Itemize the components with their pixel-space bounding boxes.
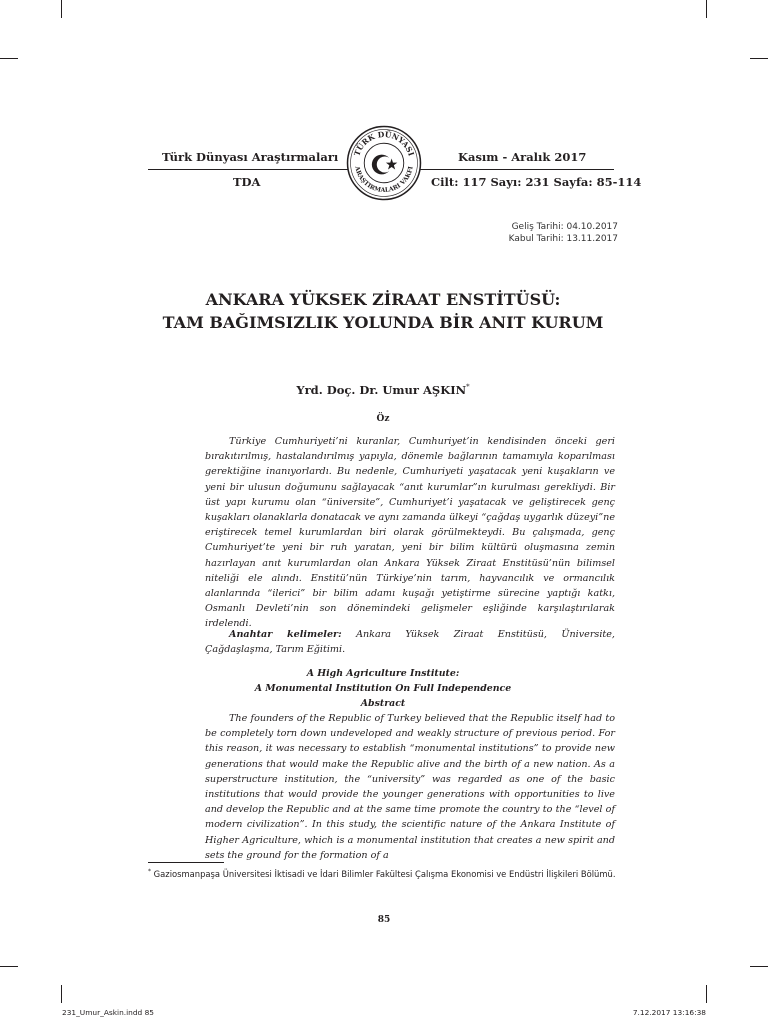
abstract-title-line-2: A Monumental Institution On Full Independence bbox=[254, 683, 512, 694]
article-title bbox=[148, 288, 618, 334]
journal-name: Türk Dünyası Araştırmaları bbox=[162, 150, 339, 164]
abstract-heading: Abstract bbox=[360, 698, 406, 709]
foundation-seal-logo bbox=[346, 125, 422, 201]
footnote-rule bbox=[148, 862, 224, 863]
accepted-date: Kabul Tarihi: 13.11.2017 bbox=[508, 234, 618, 244]
crop-mark bbox=[706, 985, 707, 1003]
crop-mark bbox=[750, 58, 768, 59]
abstract-title-line-1: A High Agriculture Institute: bbox=[306, 668, 460, 679]
keywords-paragraph bbox=[205, 627, 615, 657]
author-name: Yrd. Doç. Dr. Umur AŞKIN bbox=[296, 383, 467, 397]
issue-date: Kasım - Aralık 2017 bbox=[458, 150, 587, 164]
crop-mark bbox=[0, 58, 18, 59]
author-line bbox=[148, 383, 618, 397]
page-number: 85 bbox=[377, 915, 391, 925]
crop-mark bbox=[0, 966, 18, 967]
author-footnote-mark: * bbox=[466, 383, 470, 391]
crop-mark bbox=[61, 0, 62, 18]
seal-bottom-text: ARAŞTIRMALARI VAKFI bbox=[353, 165, 415, 194]
volume-info: Cilt: 117 Sayı: 231 Sayfa: 85-114 bbox=[431, 175, 642, 189]
keywords-text: Ankara Yüksek Ziraat Enstitüsü, Üniversite, Çağdaşlaşma, Tarım Eğitimi. bbox=[205, 629, 615, 656]
oz-heading: Öz bbox=[376, 414, 390, 424]
slug-filename: 231_Umur_Askin.indd 85 bbox=[62, 1008, 154, 1017]
title-line-1: ANKARA YÜKSEK ZİRAAT ENSTİTÜSÜ: bbox=[205, 290, 561, 309]
slug-timestamp: 7.12.2017 13:16:38 bbox=[632, 1008, 706, 1017]
oz-body: Türkiye Cumhuriyeti’ni kuranlar, Cumhuriyet’in kendisinden önceki geri bırakıtırılmış, hastalandırılmış yapıyla, dönemle bağlarının tamamıyla koparılması gerektiğine inanıyorlardı. Bu nedenle, Cumhuriyeti yaşatacak yeni kuşakların ve yeni bir ulusun doğumunu sağlayacak “anıt kurumlar”ın kurulması gerekliydi. Bir üst yapı kurumu olan “üniversite”, Cumhuriyet’i yaşatacak ve geliştirecek genç kuşakları olanaklarla donatacak ve aynı zamanda ülkeyi “çağdaş uygarlık düzeyi”ne eriştirecek temel kurumlardan biri olarak görülmekteydi. Bu çalışmada, genç Cumhuriyet’te yeni bir ruh yaratan, yeni bir bilim kültürü oluşmasına zemin hazırlayan anıt kurumlardan olan Ankara Yüksek Ziraat Enstitüsü’nün bilimsel niteliği ele alındı. Enstitü’nün Türkiye’nin tarım, hayvancılık ve ormancılık alanlarında “ilerici” bir bilim adamı kuşağı yetiştirme sürecine yaptığı katkı, Osmanlı Devleti’nin son dönemindeki gelişmeler eşliğinde karşılaştırılarak irdelendi. bbox=[205, 436, 615, 630]
keywords-label: Anahtar kelimeler: bbox=[229, 629, 342, 640]
crop-mark bbox=[706, 0, 707, 18]
submission-dates bbox=[509, 221, 618, 245]
title-line-2: TAM BAĞIMSIZLIK YOLUNDA BİR ANIT KURUM bbox=[162, 313, 604, 332]
seal-top-text: TÜRK DÜNYASI bbox=[352, 129, 416, 158]
footnote-text: Gaziosmanpaşa Üniversitesi İktisadi ve İdari Bilimler Fakültesi Çalışma Ekonomisi ve Endüstri İlişkileri Bölümü. bbox=[153, 869, 616, 879]
crop-mark bbox=[750, 966, 768, 967]
abstract-body: The founders of the Republic of Turkey believed that the Republic itself had to be completely torn down undeveloped and weakly structure of previous period. For this reason, it was necessary to establish “monumental institutions” to provide new generations that would make the Republic alive and the birth of a new nation. As a superstructure institution, the “university” was regarded as one of the basic institutions that would provide the younger generations with opportunities to live and develop the Republic and at the same time promote the country to the “level of modern civilization”. In this study, the scientific nature of the Ankara Institute of Higher Agriculture, which is a monumental institution that creates a new spirit and sets the ground for the formation of a bbox=[205, 713, 615, 861]
footnote bbox=[148, 866, 620, 880]
journal-abbreviation: TDA bbox=[233, 175, 261, 189]
abstract-title bbox=[148, 666, 618, 711]
crop-mark bbox=[61, 985, 62, 1003]
received-date: Geliş Tarihi: 04.10.2017 bbox=[511, 222, 618, 232]
footnote-mark: * bbox=[148, 868, 151, 875]
